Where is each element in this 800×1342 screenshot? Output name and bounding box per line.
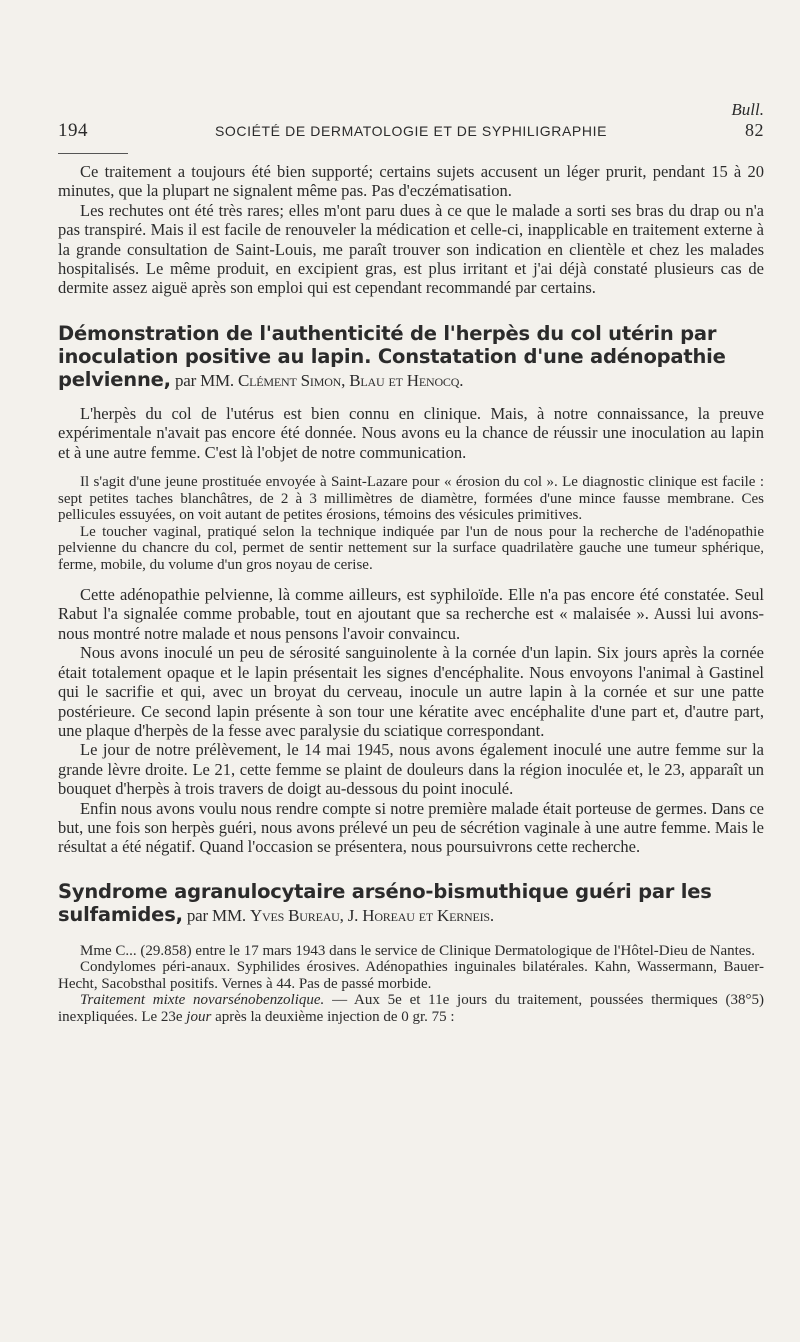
article-authors: Yves Bureau, J. Horeau et Kerneis. xyxy=(249,905,494,925)
case-report xyxy=(58,943,764,1026)
running-head xyxy=(58,120,764,146)
intro-section xyxy=(58,162,764,298)
bulletin-number: 82 xyxy=(745,120,764,140)
treatment-text: — Aux 5e et 11e jours du traitement, poussées thermiques (38°5) inexpliquées. Le 23e xyxy=(58,992,764,1025)
header-rule xyxy=(58,153,128,154)
case-paragraph: Il s'agit d'une jeune prostituée envoyée à Saint-Lazare pour « érosion du col ». Le diagnostic clinique est facile : sept petites taches blanchâtres, de 2 à 3 millimètres de diamètre, formées d'une mince fausse membrane. Ces pellicules essuyées, on voit autant de petites érosions, témoins des vésicules primitives. xyxy=(58,474,764,524)
article-heading xyxy=(58,322,764,392)
discussion-paragraph: Le jour de notre prélèvement, le 14 mai 1945, nous avons également inoculé une autre femme sur la grande lèvre droite. Le 21, cette femme se plaint de douleurs dans la région inoculée et, le 23, apparaît un bouquet d'herpès à trois travers de doigt au-dessous du point inoculé. xyxy=(58,740,764,799)
article-heading xyxy=(58,880,764,927)
running-title: SOCIÉTÉ DE DERMATOLOGIE ET DE SYPHILIGRAPHIE xyxy=(214,123,608,139)
article-title: Syndrome agranulocytaire arséno-bismuthique guéri par les sulfamides, xyxy=(58,879,712,926)
discussion-paragraph: Enfin nous avons voulu nous rendre compte si notre première malade était porteuse de germes. Dans ce but, une fois son herpès guéri, nous avons prélevé un peu de sécrétion vaginale à une autre femme. Mais le résultat a été négatif. Quand l'occasion se présentera, nous poursuivrons cette recherche. xyxy=(58,798,764,857)
case-section xyxy=(58,474,764,573)
article-title: Démonstration de l'authenticité de l'herpès du col utérin par inoculation positive au lapin. Constatation d'une adénopathie pelvienne, xyxy=(58,321,726,391)
article-authors: Clément Simon, Blau et Henocq. xyxy=(238,370,464,390)
treatment-end: après la deuxième injection de 0 gr. 75 : xyxy=(211,1008,455,1025)
article-intro xyxy=(58,404,764,462)
page-number: 194 xyxy=(58,120,88,141)
case-line: Condylomes péri-anaux. Syphilides érosives. Adénopathies inguinales bilatérales. Kahn, Wassermann, Bauer-Hecht, Sacobsthal positifs. Vernes à 44. Pas de passé morbide. xyxy=(58,959,764,992)
article-par: par MM. xyxy=(170,370,239,390)
discussion-paragraph: Nous avons inoculé un peu de sérosité sanguinolente à la cornée d'un lapin. Six jours après la cornée était totalement opaque et le lapin présentait les signes d'encéphalite. Nous envoyons l'animal à Gastinel qui le sacrifie et qui, avec un broyat du cerveau, inocule un autre lapin à la cornée et sur une patte postérieure. Ce second lapin présente à son tour une kératite avec encéphalite d'une part et, d'autre part, une plaque d'herpès de la fesse avec paralysie du sciatique correspondant. xyxy=(58,643,764,740)
discussion-section xyxy=(58,585,764,857)
treatment-line xyxy=(58,992,764,1025)
intro-paragraph: Ce traitement a toujours été bien supporté; certains sujets accusent un léger prurit, pendant 15 à 20 minutes, que la plupart ne signalent même pas. Pas d'eczématisation. xyxy=(58,162,764,201)
treatment-jour: jour xyxy=(186,1008,212,1025)
treatment-label: Traitement mixte novarsénobenzolique. xyxy=(80,992,325,1009)
journal-abbrev: Bull. xyxy=(731,100,764,119)
discussion-paragraph: Cette adénopathie pelvienne, là comme ailleurs, est syphiloïde. Elle n'a pas encore été constatée. Seul Rabut l'a signalée comme probable, tout en ajoutant que sa recherche est « malaisée ». Aussi lui avons-nous montré notre malade et nous pensons l'avoir convaincu. xyxy=(58,585,764,643)
intro-paragraph: Les rechutes ont été très rares; elles m'ont paru dues à ce que le malade a sorti ses bras du drap ou n'a pas transpiré. Mais il est facile de renouveler la médication et celle-ci, inapplicable en traitement externe à la grande consultation de Saint-Louis, me paraît trouver son indication en clientèle et chez les malades hospitalisés. Le même produit, en excipient gras, est plus irritant et j'ai déjà constaté plusieurs cas de dermite assez aiguë après son emploi qui est cependant recommandé par certains. xyxy=(58,200,764,298)
page-body xyxy=(58,162,764,1025)
case-line: Mme C... (29.858) entre le 17 mars 1943 dans le service de Clinique Dermatologique de l'Hôtel-Dieu de Nantes. xyxy=(80,942,756,959)
article-par: par MM. xyxy=(182,905,250,925)
case-paragraph: Le toucher vaginal, pratiqué selon la technique indiquée par l'un de nous pour la recherche de l'adénopathie pelvienne du chancre du col, permet de sentir nettement sur la surface quadrilatère gauche une tumeur sphérique, ferme, mobile, du volume d'un gros noyau de cerise. xyxy=(58,523,764,573)
article-paragraph: L'herpès du col de l'utérus est bien connu en clinique. Mais, à notre connaissance, la preuve expérimentale n'avait pas encore été donnée. Nous avons eu la chance de réussir une inoculation au lapin et à une autre femme. C'est là l'objet de notre communication. xyxy=(58,403,764,462)
